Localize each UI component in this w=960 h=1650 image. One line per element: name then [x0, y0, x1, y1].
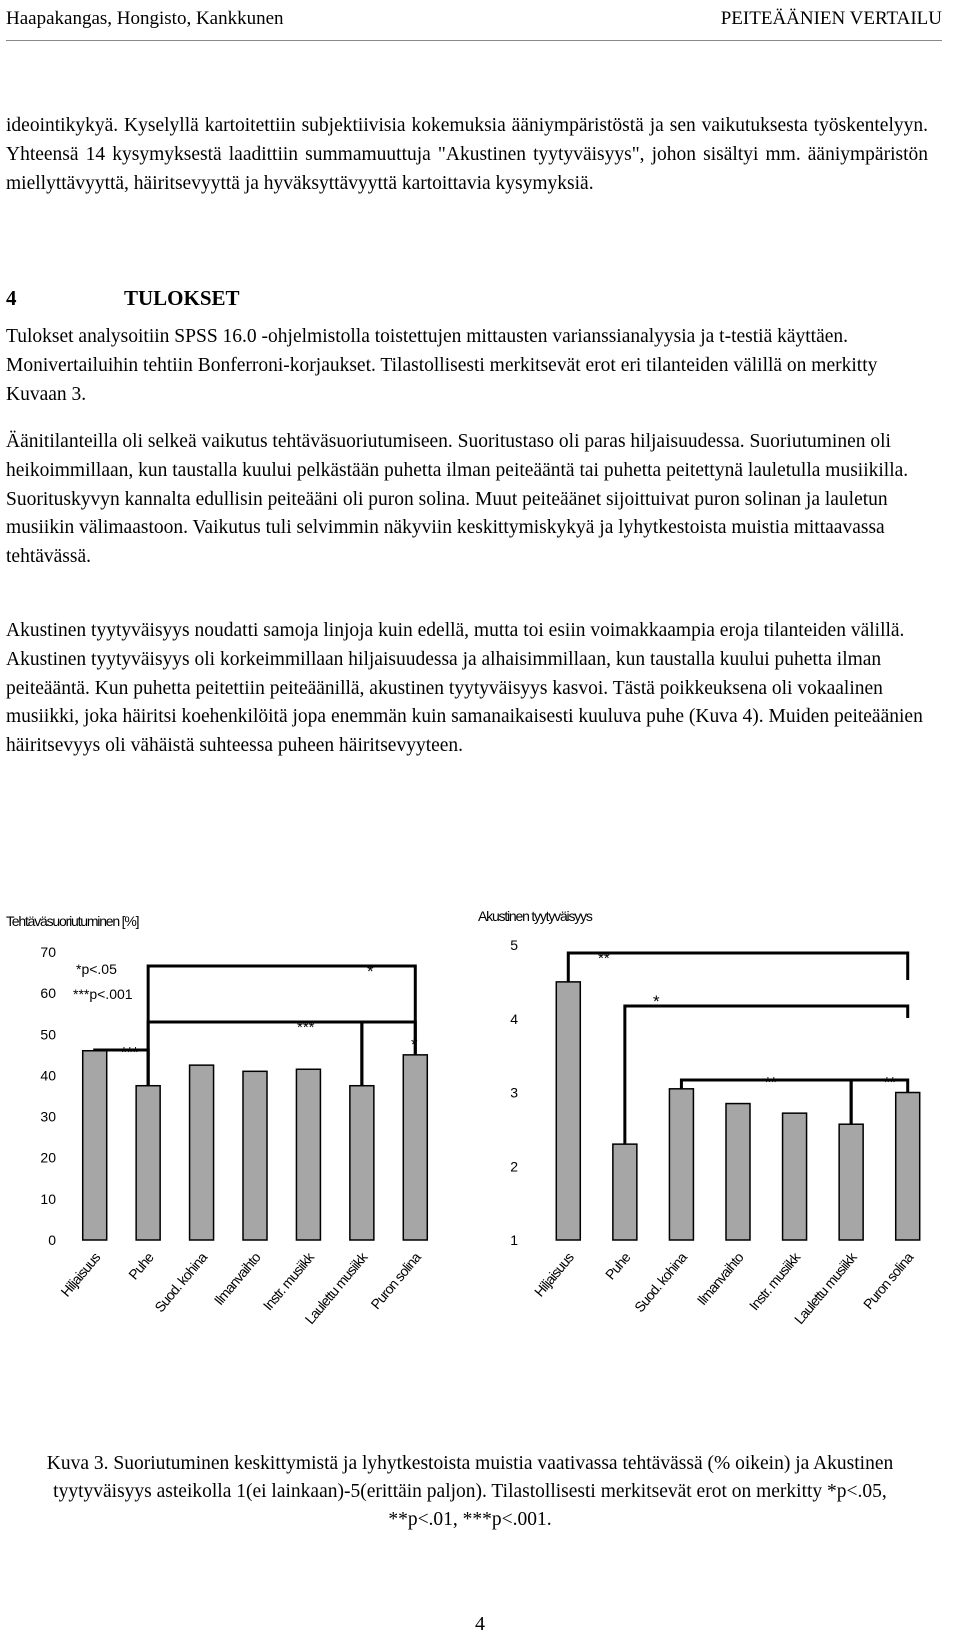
y-tick-label: 1	[510, 1232, 518, 1248]
sig-label: ***	[121, 1044, 139, 1061]
section-title: TULOKSET	[124, 286, 240, 310]
chart-title: Tehtäväsuoriutuminen [%]	[6, 913, 139, 929]
paragraph-performance: Äänitilanteilla oli selkeä vaikutus tehtäväsuoriutumiseen. Suoritustaso oli paras hiljaisuudessa. Suoriutuminen oli heikoimmillaan, kun taustalla kuului pelkästään puhetta ilman peiteääntä tai puhetta peitettynä lauletulla musiikilla. Suorituskyvyn kannalta edullisin peiteääni oli puron solina. Muut peiteäänet sijoittuivat puron solinan ja lauletun musiikin välimaastoon. Vaikutus tuli selvimmin näkyviin keskittymiskykyä ja lyhytkestoista muistia mittaavassa tehtävässä.	[6, 431, 909, 568]
y-tick-label: 2	[510, 1158, 518, 1175]
bars	[556, 982, 919, 1240]
paragraph-methods: Tulokset analysoitiin SPSS 16.0 -ohjelmistolla toistettujen mittausten varianssianalyysia ja t-testiä käyttäen. Monivertailuihin tehtiin Bonferroni-korjaukset. Tilastollisesti merkitsevät erot eri tilanteiden välillä on merkitty Kuvaan 3.	[6, 326, 878, 405]
x-tick-label: Ilmanvaihto	[210, 1249, 264, 1309]
sig-label: **	[598, 950, 610, 967]
bar	[726, 1104, 750, 1240]
x-tick-label: Puhe	[125, 1249, 157, 1283]
y-axis	[510, 937, 518, 1248]
bar	[556, 982, 580, 1240]
significance-brackets	[95, 966, 416, 1086]
sig-label: **	[884, 1074, 896, 1091]
bar	[83, 1051, 107, 1240]
x-tick-label: Hiljaisuus	[57, 1249, 104, 1300]
bar	[296, 1069, 320, 1240]
bar	[839, 1124, 863, 1240]
sig-label: *	[367, 962, 374, 981]
y-tick-label: 40	[40, 1067, 56, 1084]
x-tick-label: Hiljaisuus	[530, 1249, 577, 1300]
y-tick-label: 60	[40, 985, 56, 1002]
y-tick-label: 3	[510, 1084, 518, 1101]
paragraph-intro: ideointikykyä. Kyselyllä kartoitettiin subjektiivisia kokemuksia ääniympäristöstä ja sen vaikutuksesta työskentelyyn. Yhteensä 14 kysymyksestä laadittiin summamuuttuja "Akustinen tyytyväisyys", johon sisältyi mm. ääniympäristön miellyttävyyttä, häiritsevyyttä ja hyväksyttävyyttä kartoittavia kysymyksiä.	[6, 115, 928, 194]
bars	[83, 1051, 428, 1240]
bar	[243, 1071, 267, 1240]
legend-p001: ***p<.001	[73, 986, 133, 1002]
x-tick-labels	[531, 1248, 917, 1327]
x-tick-label: Laulettu musiikk	[790, 1249, 860, 1328]
bar	[783, 1113, 807, 1240]
header-title: PEITEÄÄNIEN VERTAILU	[720, 8, 942, 29]
sig-label: *	[411, 1035, 418, 1054]
y-tick-label: 10	[40, 1190, 56, 1207]
bar	[190, 1065, 214, 1240]
section-number: 4	[6, 286, 17, 310]
x-tick-label: Instr. musiikk	[745, 1249, 803, 1314]
legend-p05: *p<.05	[76, 961, 117, 977]
bar	[136, 1086, 160, 1240]
bar	[896, 1093, 920, 1241]
x-tick-label: Puron solina	[367, 1249, 424, 1313]
bar	[403, 1055, 427, 1240]
x-tick-label: Ilmanvaihto	[693, 1249, 747, 1309]
y-tick-label: 4	[510, 1010, 518, 1027]
y-tick-label: 0	[48, 1232, 56, 1248]
performance-chart	[6, 913, 427, 1327]
x-tick-label: Instr. musiikk	[259, 1249, 317, 1314]
bar	[669, 1089, 693, 1240]
y-tick-label: 20	[40, 1149, 56, 1166]
header-authors: Haapakangas, Hongisto, Kankkunen	[6, 8, 284, 29]
y-tick-label: 30	[40, 1108, 56, 1125]
sig-label: **	[765, 1074, 777, 1091]
x-tick-label: Laulettu musiikk	[301, 1249, 371, 1328]
sig-label: ***	[297, 1019, 315, 1036]
paragraph-satisfaction: Akustinen tyytyväisyys noudatti samoja linjoja kuin edellä, mutta toi esiin voimakkaampia eroja tilanteiden välillä. Akustinen tyytyväisyys oli korkeimmillaan hiljaisuudessa ja alhaisimmillaan, kun taustalla kuului puhetta ilman peiteääntä. Kun puhetta peitettiin peiteäänillä, akustinen tyytyväisyys kasvoi. Tästä poikkeuksena oli vokaalinen musiikki, joka häiritsi koehenkilöitä jopa enemmän kuin samanaikaisesti kuuluva puhe (Kuva 4). Muiden peiteäänien häiritsevyys oli vähäistä suhteessa puheen häiritsevyyteen.	[6, 620, 923, 757]
x-tick-label: Puhe	[601, 1249, 634, 1283]
bar	[613, 1144, 637, 1240]
y-tick-label: 70	[40, 944, 56, 960]
y-tick-label: 50	[40, 1026, 56, 1043]
satisfaction-chart	[478, 908, 920, 1327]
x-tick-label: Suod. kohina	[631, 1249, 690, 1316]
significance-bracket	[568, 953, 907, 982]
x-tick-label: Suod. kohina	[151, 1249, 210, 1316]
bar	[350, 1086, 374, 1240]
x-tick-labels	[57, 1248, 424, 1327]
x-tick-label: Puron solina	[859, 1249, 917, 1313]
y-tick-label: 5	[510, 937, 518, 953]
sig-label: *	[653, 992, 660, 1011]
y-axis	[40, 944, 56, 1248]
figure-caption: Kuva 3. Suoriutuminen keskittymistä ja lyhytkestoista muistia vaativassa tehtävässä (% oikein) ja Akustinen tyytyväisyys asteikolla 1(ei lainkaan)-5(erittäin paljon). Tilastollisesti merkitsevät erot on merkitty *p<.05, **p<.01, ***p<.001.	[46, 1453, 894, 1530]
page-number: 4	[475, 1613, 485, 1635]
significance-bracket	[148, 966, 415, 1086]
chart-title: Akustinen tyytyväisyys	[478, 908, 592, 924]
